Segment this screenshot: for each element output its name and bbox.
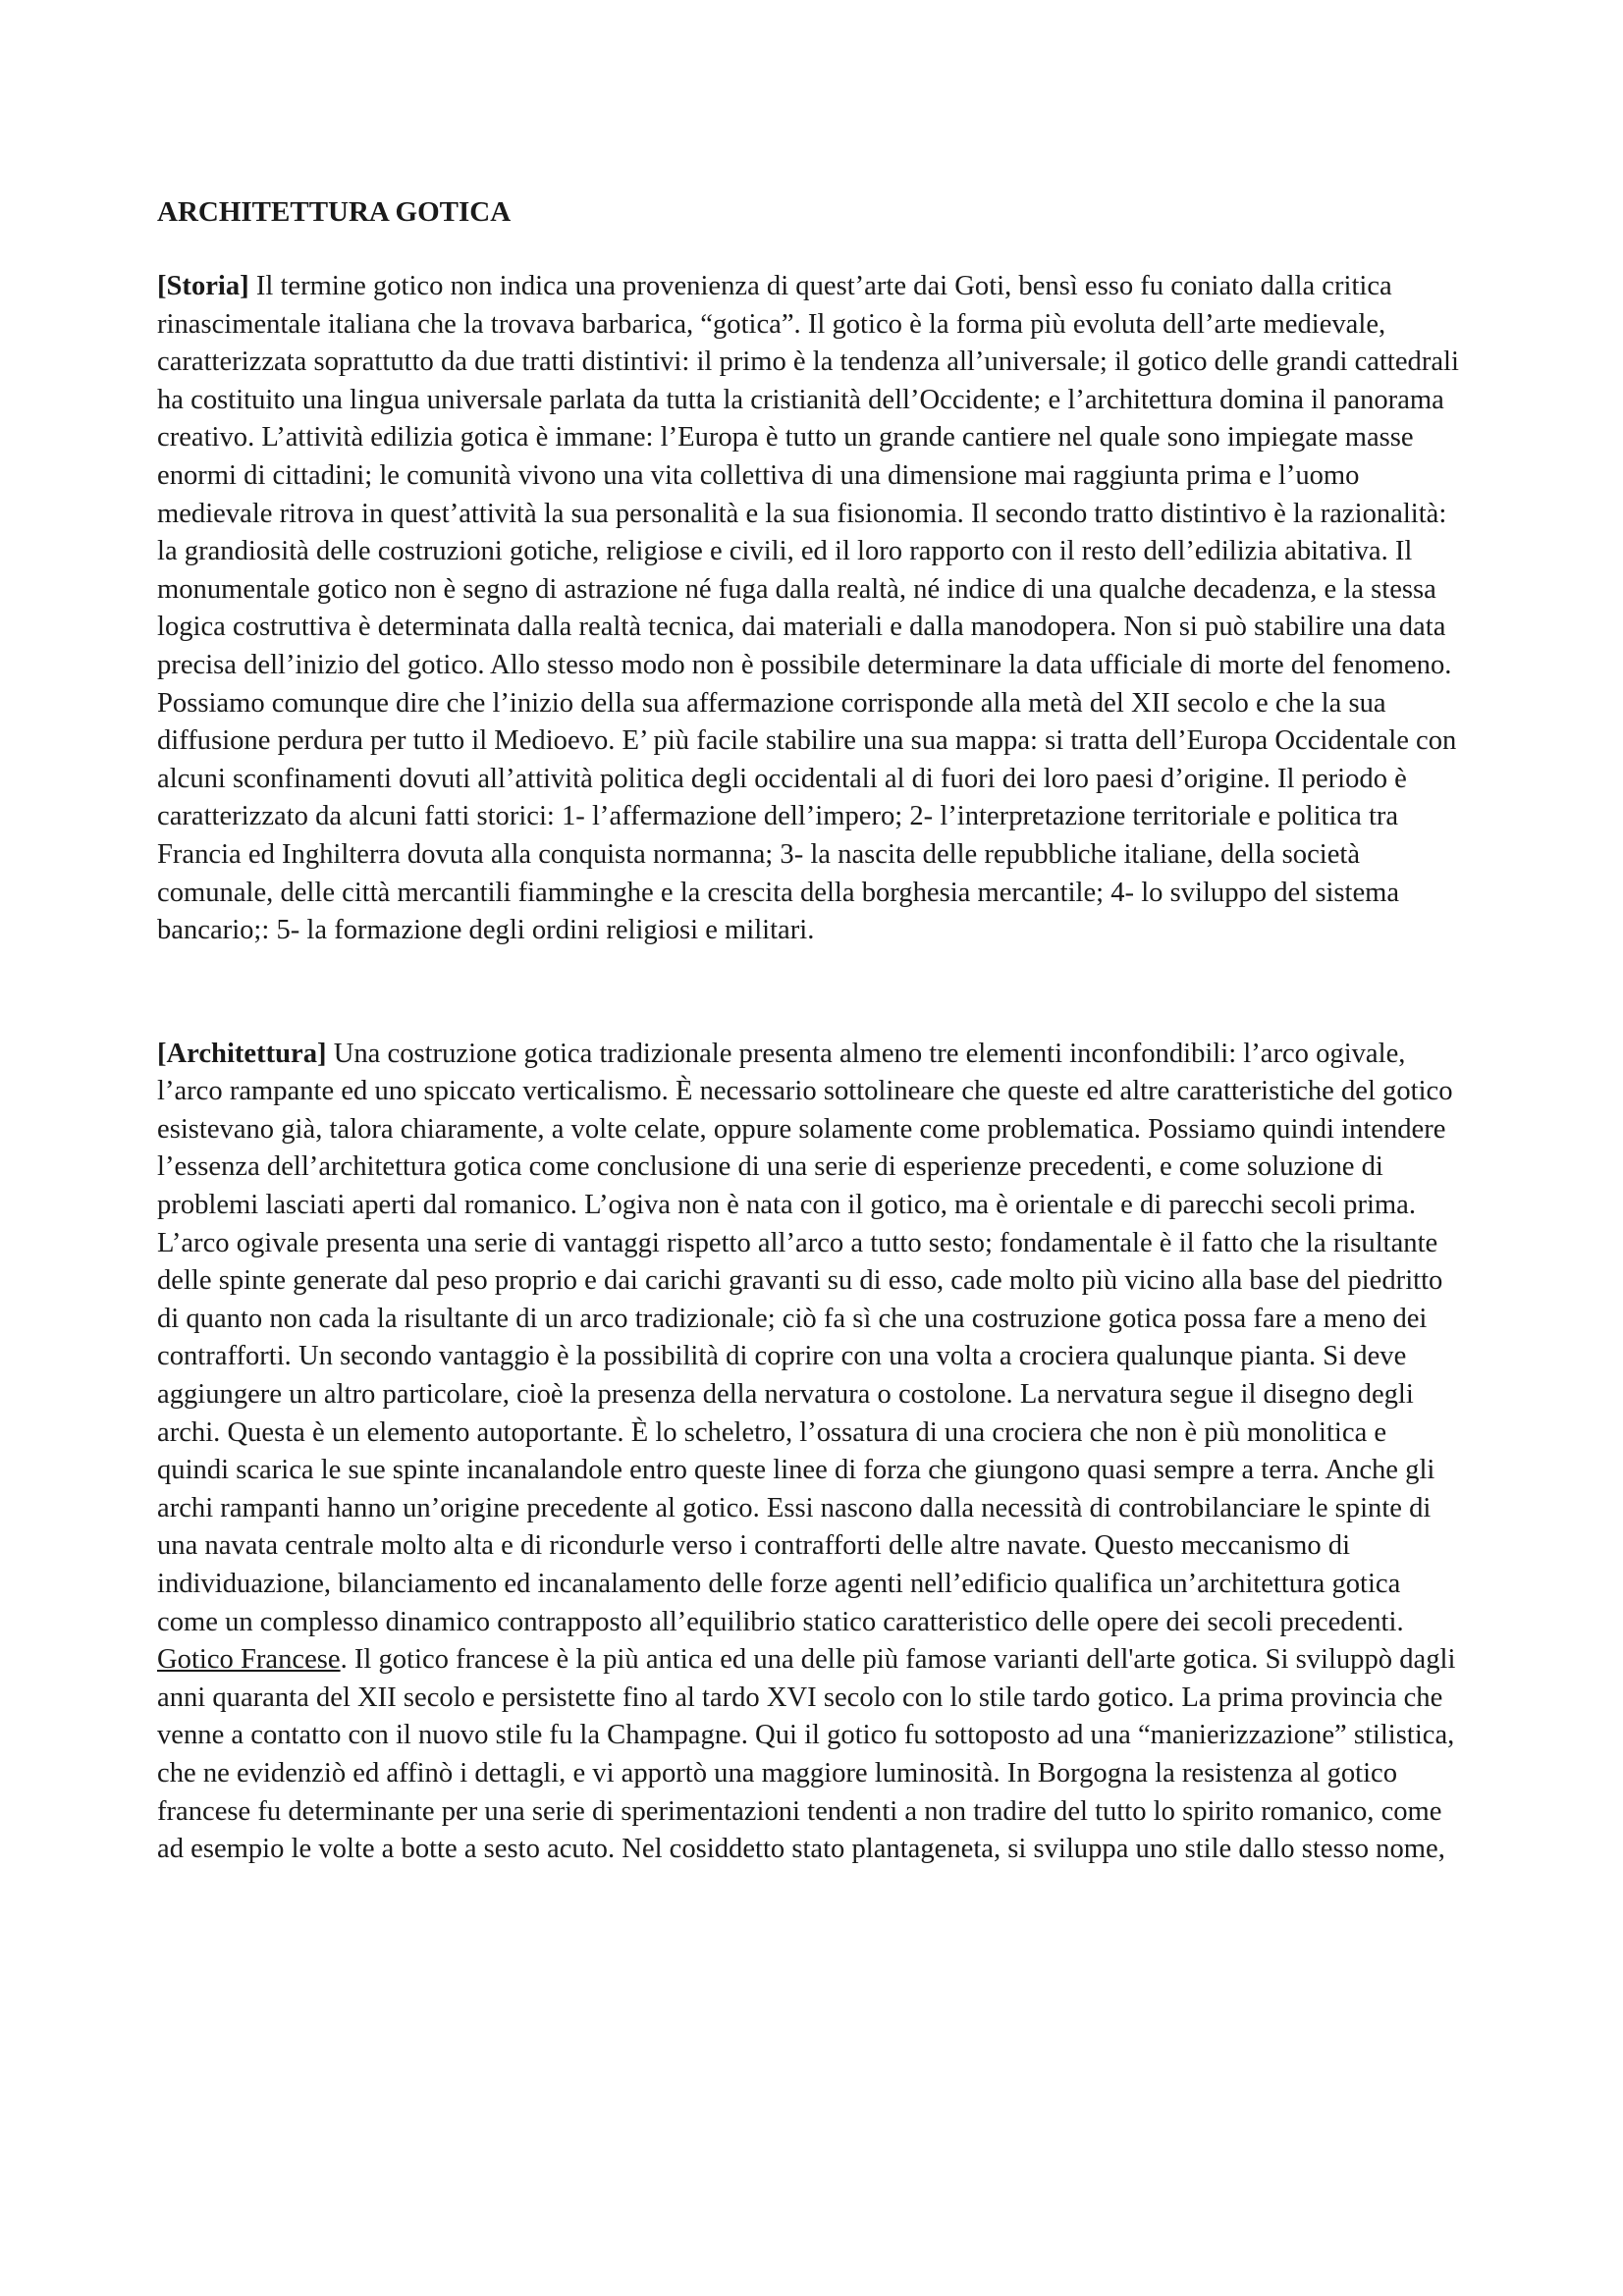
paragraph-gotico-francese: [157, 1641, 1463, 1869]
paragraph-architettura: [157, 1036, 1463, 1642]
section-tag-storia: [Storia]: [157, 271, 249, 301]
document-page: [157, 194, 1463, 1869]
paragraph-storia-text: Il termine gotico non indica una provenienza di quest’arte dai Goti, bensì esso fu coniato dalla critica rinascimentale italiana che la trovava barbarica, “gotica”. Il gotico è la forma più evoluta dell’arte medievale, caratterizzata soprattutto da due tratti distintivi: il primo è la tendenza all’universale; il gotico delle grandi cattedrali ha costituito una lingua universale parlata da tutta la cristianità dell’Occidente; e l’architettura domina il panorama creativo. L’attività edilizia gotica è immane: l’Europa è tutto un grande cantiere nel quale sono impiegate masse enormi di cittadini; le comunità vivono una vita collettiva di una dimensione mai raggiunta prima e l’uomo medievale ritrova in quest’attività la sua personalità e la sua fisionomia. Il secondo tratto distintivo è la razionalità: la grandiosità delle costruzioni gotiche, religiose e civili, ed il loro rapporto con il resto dell’edilizia abitativa. Il monumentale gotico non è segno di astrazione né fuga dalla realtà, né indice di una qualche decadenza, e la stessa logica costruttiva è determinata dalla realtà tecnica, dai materiali e dalla manodopera. Non si può stabilire una data precisa dell’inizio del gotico. Allo stesso modo non è possibile determinare la data ufficiale di morte del fenomeno. Possiamo comunque dire che l’inizio della sua affermazione corrisponde alla metà del XII secolo e che la sua diffusione perdura per tutto il Medioevo. E’ più facile stabilire una sua mappa: si tratta dell’Europa Occidentale con alcuni sconfinamenti dovuti all’attività politica degli occidentali al di fuori dei loro paesi d’origine. Il periodo è caratterizzato da alcuni fatti storici: 1- l’affermazione dell’impero; 2- l’interpretazione territoriale e politica tra Francia ed Inghilterra dovuta alla conquista normanna; 3- la nascita delle repubbliche italiane, della società comunale, delle città mercantili fiamminghe e la crescita della borghesia mercantile; 4- lo sviluppo del sistema bancario;: 5- la formazione degli ordini religiosi e militari.: [157, 271, 1459, 946]
paragraph-gotico-francese-text: . Il gotico francese è la più antica ed una delle più famose varianti dell'arte gotica. Si sviluppò dagli anni quaranta del XII secolo e persistette fino al tardo XVI secolo con lo stile tardo gotico. La prima provincia che venne a contatto con il nuovo stile fu la Champagne. Qui il gotico fu sottoposto ad una “manierizzazione” stilistica, che ne evidenziò ed affinò i dettagli, e vi apportò una maggiore luminosità. In Borgogna la resistenza al gotico francese fu determinante per una serie di sperimentazioni tendenti a non tradire del tutto lo spirito romanico, come ad esempio le volte a botte a sesto acuto. Nel cosiddetto stato plantageneta, si sviluppa uno stile dallo stesso nome,: [157, 1644, 1456, 1865]
subheading-gotico-francese: Gotico Francese: [157, 1644, 341, 1676]
paragraph-architettura-text: Una costruzione gotica tradizionale presenta almeno tre elementi inconfondibili: l’arco ogivale, l’arco rampante ed uno spiccato verticalismo. È necessario sottolineare che queste ed altre caratteristiche del gotico esistevano già, talora chiaramente, a volte celate, oppure solamente come problematica. Possiamo quindi intendere l’essenza dell’architettura gotica come conclusione di una serie di esperienze precedenti, e come soluzione di problemi lasciati aperti dal romanico. L’ogiva non è nata con il gotico, ma è orientale e di parecchi secoli prima. L’arco ogivale presenta una serie di vantaggi rispetto all’arco a tutto sesto; fondamentale è il fatto che la risultante delle spinte generate dal peso proprio e dai carichi gravanti su di esso, cade molto più vicino alla base del piedritto di quanto non cada la risultante di un arco tradizionale; ciò fa sì che una costruzione gotica possa fare a meno dei contrafforti. Un secondo vantaggio è la possibilità di coprire con una volta a crociera qualunque pianta. Si deve aggiungere un altro particolare, cioè la presenza della nervatura o costolone. La nervatura segue il disegno degli archi. Questa è un elemento autoportante. È lo scheletro, l’ossatura di una crociera che non è più monolitica e quindi scarica le sue spinte incanalandole entro queste linee di forza che giungono quasi sempre a terra. Anche gli archi rampanti hanno un’origine precedente al gotico. Essi nascono dalla necessità di controbilanciare le spinte di una navata centrale molto alta e di ricondurle verso i contrafforti delle altre navate. Questo meccanismo di individuazione, bilanciamento ed incanalamento delle forze agenti nell’edificio qualifica un’architettura gotica come un complesso dinamico contrapposto all’equilibrio statico caratteristico delle opere dei secoli precedenti.: [157, 1038, 1453, 1637]
section-tag-architettura: [Architettura]: [157, 1038, 327, 1069]
paragraph-storia: [157, 268, 1463, 950]
document-title: ARCHITETTURA GOTICA: [157, 196, 512, 228]
section-spacer: [157, 950, 1463, 1036]
